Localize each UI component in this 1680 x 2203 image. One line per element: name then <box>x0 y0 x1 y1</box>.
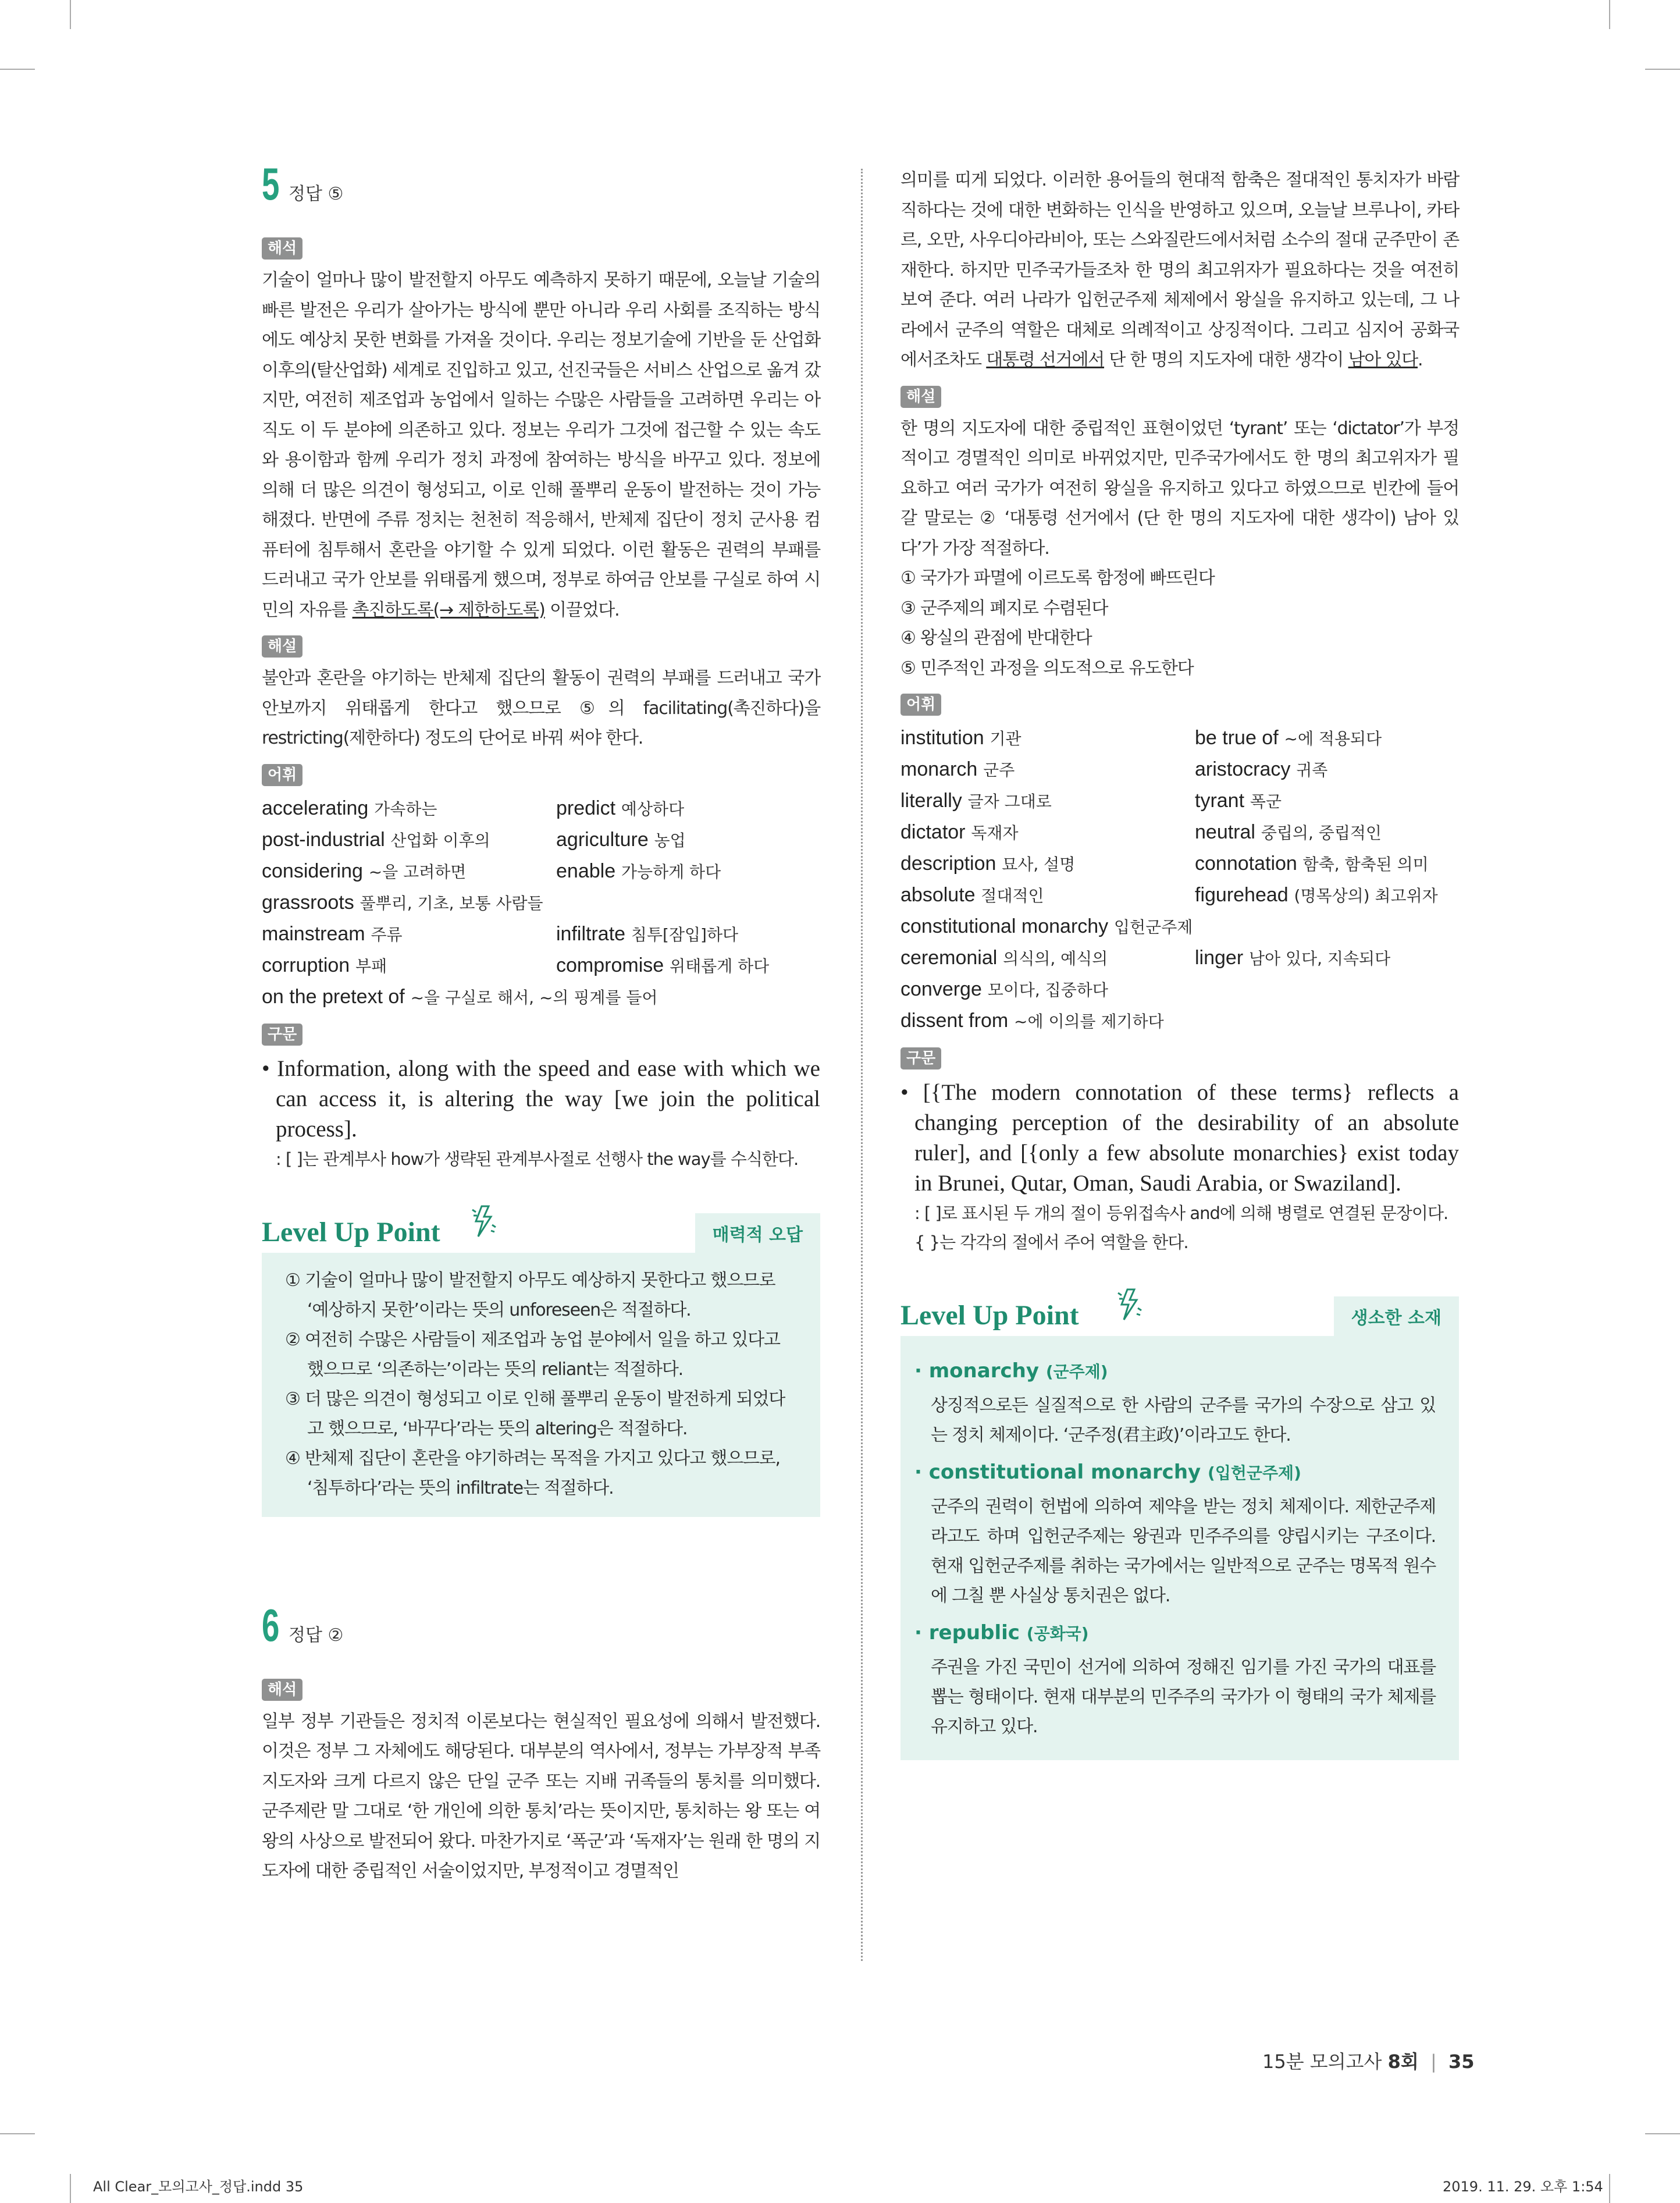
page-number: 35 <box>1448 2051 1475 2073</box>
vocab-item: neutral 중립의, 중립적인 <box>1195 821 1382 843</box>
answer-label: 정답 ⑤ <box>289 184 344 204</box>
question-number: 5 <box>262 158 280 209</box>
vocab-item: accelerating 가속하는 <box>262 797 437 819</box>
level-up-item: ④ 반체제 집단이 혼란을 야기하려는 목적을 가지고 있다고 했으므로, ‘침투하다’라는 뜻의 infiltrate는 적절하다. <box>285 1448 780 1498</box>
question-number: 6 <box>262 1599 280 1651</box>
vocab-item: figurehead (명목상의) 최고위자 <box>1195 884 1438 906</box>
vocab-item: aristocracy 귀족 <box>1195 758 1328 780</box>
vocab-item: enable 가능하게 하다 <box>556 859 721 882</box>
term-description: 군주의 권력이 헌법에 의하여 제약을 받는 정치 체제이다. 제한군주제라고도 하며 입헌군주제는 왕권과 민주주의를 양립시키는 구조이다. 현재 입헌군주제를 취하는 국가에서는 일반적으로 군주는 명목적 원수에 그칠 뿐 사실상 통치권은 없다. <box>931 1497 1436 1606</box>
vocab-item: absolute 절대적인 <box>900 884 1044 906</box>
term-heading: · republic (공화국) <box>914 1621 1089 1644</box>
haeseok-tag: 해석 <box>262 1679 302 1701</box>
term-description: 주권을 가진 국민이 선거에 의하여 정해진 임기를 가진 국가의 대표를 뽑는 형태이다. 현재 대부분의 민주주의 국가가 이 형태의 국가 체제를 유지하고 있다. <box>931 1657 1436 1737</box>
haeseol-tag: 해설 <box>262 635 302 658</box>
gumun-note: : [ ]는 관계부사 how가 생략된 관계부사절로 선행사 the way를 수식한다. <box>276 1149 799 1169</box>
option-line: ① 국가가 파멸에 이르도록 함정에 빠뜨린다 <box>900 568 1215 588</box>
question-6-header <box>262 1599 820 1651</box>
level-up-box <box>900 1336 1459 1760</box>
vocab-item: monarch 군주 <box>900 758 1015 780</box>
vocab-item: connotation 함축, 함축된 의미 <box>1195 852 1429 875</box>
lightning-icon <box>471 1204 497 1239</box>
level-up-label: 매력적 오답 <box>695 1213 820 1253</box>
vocab-item: compromise 위태롭게 하다 <box>556 954 770 976</box>
vocab-item: be true of ~에 적용되다 <box>1195 727 1382 749</box>
left-column <box>262 158 820 1886</box>
crop-mark <box>1609 0 1610 29</box>
slug-file: All Clear_모의고사_정답.indd 35 <box>93 2179 304 2195</box>
vocab-list <box>262 793 820 1013</box>
vocab-item: dictator 독재자 <box>900 821 1019 843</box>
gumun-note: : [ ]로 표시된 두 개의 절이 등위접속사 and에 의해 병렬로 연결된 문장이다. { }는 각각의 절에서 주어 역할을 한다. <box>914 1203 1448 1252</box>
haeseok-tag: 해석 <box>262 237 302 260</box>
translation-continued: 의미를 띠게 되었다. 이러한 용어들의 현대적 함축은 절대적인 통치자가 바람직하다는 것에 대한 변화하는 인식을 반영하고 있으며, 오늘날 브루나이, 카타르, 오만, 사우디아라비아, 또는 스와질란드에서처럼 소수의 절대 군주만이 존재한다. 하지만 민주국가들조차 한 명의 최고위자가 필요하다는 것을 여전히 보여 준다. 여러 나라가 입헌군주제 체제에서 왕실을 유지하고 있는데, 그 나라에서 군주의 역할은 대체로 의례적이고 상징적이다. 그리고 심지어 공화국에서조차도 대통령 선거에서 단 한 명의 지도자에 대한 생각이 남아 있다. <box>900 170 1459 370</box>
answer-label: 정답 ② <box>289 1625 344 1646</box>
crop-mark <box>1609 2174 1610 2203</box>
crop-mark <box>1645 2133 1680 2134</box>
level-up-item: ② 여전히 수많은 사람들이 제조업과 농업 분야에서 일을 하고 있다고 했으므로 ‘의존하는’이라는 뜻의 reliant는 적절하다. <box>285 1329 780 1380</box>
term-heading: · constitutional monarchy (입헌군주제) <box>914 1461 1301 1484</box>
vocab-item: infiltrate 침투[잠입]하다 <box>556 922 739 945</box>
vocab-item: ceremonial 의식의, 예식의 <box>900 947 1108 969</box>
level-up-label: 생소한 소재 <box>1334 1296 1459 1336</box>
vocab-item: grassroots 풀뿌리, 기초, 보통 사람들 <box>262 891 543 914</box>
vocab-item: agriculture 농업 <box>556 828 686 851</box>
option-line: ⑤ 민주적인 과정을 의도적으로 유도한다 <box>900 658 1194 678</box>
vocab-item: post-industrial 산업화 이후의 <box>262 828 490 851</box>
vocab-item: tyrant 폭군 <box>1195 790 1282 812</box>
column-divider <box>861 169 863 1961</box>
vocab-item: corruption 부패 <box>262 954 387 976</box>
option-line: ④ 왕실의 관점에 반대한다 <box>900 628 1092 648</box>
explanation-paragraph: 한 명의 지도자에 대한 중립적인 표현이었던 ‘tyrant’ 또는 ‘dictator’가 부정적이고 경멸적인 의미로 바뀌었지만, 민주국가에서도 한 명의 최고위자가 필요하고 여러 국가가 여전히 왕실을 유지하고 있다고 하였으므로 빈칸에 들어갈 말로는 ② ‘대통령 선거에서 (단 한 명의 지도자에 대한 생각이) 남아 있다’가 가장 적절하다. <box>900 418 1459 559</box>
vocab-item: literally 글자 그대로 <box>900 790 1052 812</box>
gumun-tag: 구문 <box>262 1024 302 1046</box>
term-heading: · monarchy (군주제) <box>914 1359 1108 1383</box>
level-up-header <box>262 1206 820 1253</box>
term-description: 상징적으로든 실질적으로 한 사람의 군주를 국가의 수장으로 삼고 있는 정치 체제이다. ‘군주정(君主政)’이라고도 한다. <box>931 1395 1436 1445</box>
vocab-item: considering ~을 고려하면 <box>262 859 467 882</box>
level-up-title: Level Up Point <box>262 1216 440 1248</box>
vocab-item: institution 기관 <box>900 727 1021 749</box>
round-label: 8회 <box>1387 2051 1419 2073</box>
translation-paragraph: 일부 정부 기관들은 정치적 이론보다는 현실적인 필요성에 의해서 발전했다. 이것은 정부 그 자체에도 해당된다. 대부분의 역사에서, 정부는 가부장적 부족 지도자와 크게 다르지 않은 단일 군주 또는 지배 귀족들의 통치를 의미했다. 군주제란 말 그대로 ‘한 개인에 의한 통치’라는 뜻이지만, 통치하는 왕 또는 여왕의 사상으로 발전되어 왔다. 마찬가지로 ‘폭군’과 ‘독재자’는 원래 한 명의 지도자에 대한 중립적인 서술이었지만, 부정적이고 경멸적인 <box>262 1711 820 1881</box>
lightning-icon <box>1117 1287 1142 1322</box>
vocab-list <box>900 723 1459 1037</box>
level-up-header <box>900 1289 1459 1336</box>
right-column <box>900 165 1459 1760</box>
vocab-item: converge 모이다, 집중하다 <box>900 978 1108 1000</box>
vocab-tag: 어휘 <box>262 764 302 786</box>
crop-mark <box>0 69 35 70</box>
vocab-item: constitutional monarchy 입헌군주제 <box>900 915 1193 937</box>
question-5-header <box>262 158 820 209</box>
vocab-tag: 어휘 <box>900 694 941 716</box>
gumun-sentence: • Information, along with the speed and ease with which we can access it, is altering the way [we join the political process]. <box>262 1056 820 1142</box>
translation-paragraph: 기술이 얼마나 많이 발전할지 아무도 예측하지 못하기 때문에, 오늘날 기술의 빠른 발전은 우리가 살아가는 방식에 뿐만 아니라 우리 사회를 조직하는 방식에도 예상치 못한 변화를 가져올 것이다. 우리는 정보기술에 기반을 둔 산업화 이후의(탈산업화) 세계로 진입하고 있고, 선진국들은 서비스 산업으로 옮겨 갔지만, 여전히 제조업과 농업에서 일하는 수많은 사람들을 고려하면 우리는 아직도 이 두 분야에 의존하고 있다. 정보는 우리가 그것에 접근할 수 있는 속도와 용이함과 함께 우리가 정치 과정에 참여하는 방식을 바꾸고 있다. 정보에 의해 더 많은 의견이 형성되고, 이로 인해 풀뿌리 운동이 발전하는 것이 가능해졌다. 반면에 주류 정치는 천천히 적응해서, 반체제 집단이 정치 군사용 컴퓨터에 침투해서 혼란을 야기할 수 있게 되었다. 이런 활동은 권력의 부패를 드러내고 국가 안보를 위태롭게 했으며, 정부로 하여금 안보를 구실로 하여 시민의 자유를 촉진하도록(→ 제한하도록) 이끌었다. <box>262 270 820 620</box>
vocab-item: predict 예상하다 <box>556 797 685 819</box>
crop-mark <box>0 2133 35 2134</box>
slug-date: 2019. 11. 29. 오후 1:54 <box>1443 2179 1603 2195</box>
option-line: ③ 군주제의 폐지로 수렴된다 <box>900 598 1108 619</box>
vocab-item: mainstream 주류 <box>262 922 403 945</box>
vocab-item: description 묘사, 설명 <box>900 852 1076 875</box>
crop-mark <box>70 2174 71 2203</box>
level-up-item: ① 기술이 얼마나 많이 발전할지 아무도 예상하지 못한다고 했으므로 ‘예상하지 못한’이라는 뜻의 unforeseen은 적절하다. <box>285 1270 775 1320</box>
vocab-item: dissent from ~에 이의를 제기하다 <box>900 1010 1164 1032</box>
haeseol-tag: 해설 <box>900 386 941 408</box>
vocab-item: on the pretext of ~을 구실로 해서, ~의 핑계를 들어 <box>262 985 658 1008</box>
gumun-sentence: • [{The modern connotation of these terms} reflects a changing perception of the desirability of an absolute ruler], and [{only a few absolute monarchies} exist today in Brunei, Qutar, Oman, Saudi Arabia, or Swaziland]. <box>900 1080 1459 1196</box>
page-footer: 15분 모의고사 8회 | 35 <box>1262 2051 1475 2073</box>
gumun-tag: 구문 <box>900 1047 941 1069</box>
vocab-item: linger 남아 있다, 지속되다 <box>1195 947 1391 969</box>
level-up-box <box>262 1253 820 1517</box>
explanation-paragraph: 불안과 혼란을 야기하는 반체제 집단의 활동이 권력의 부패를 드러내고 국가 안보까지 위태롭게 한다고 했으므로 ⑤의 facilitating(촉진하다)을 restricting(제한하다) 정도의 단어로 바꿔 써야 한다. <box>262 668 820 748</box>
level-up-title: Level Up Point <box>900 1300 1079 1331</box>
crop-mark <box>1645 69 1680 70</box>
crop-mark <box>70 0 71 29</box>
running-title: 15분 모의고사 <box>1262 2051 1382 2073</box>
level-up-item: ③ 더 많은 의견이 형성되고 이로 인해 풀뿌리 운동이 발전하게 되었다고 했으므로, ‘바꾸다’라는 뜻의 altering은 적절하다. <box>285 1388 785 1439</box>
